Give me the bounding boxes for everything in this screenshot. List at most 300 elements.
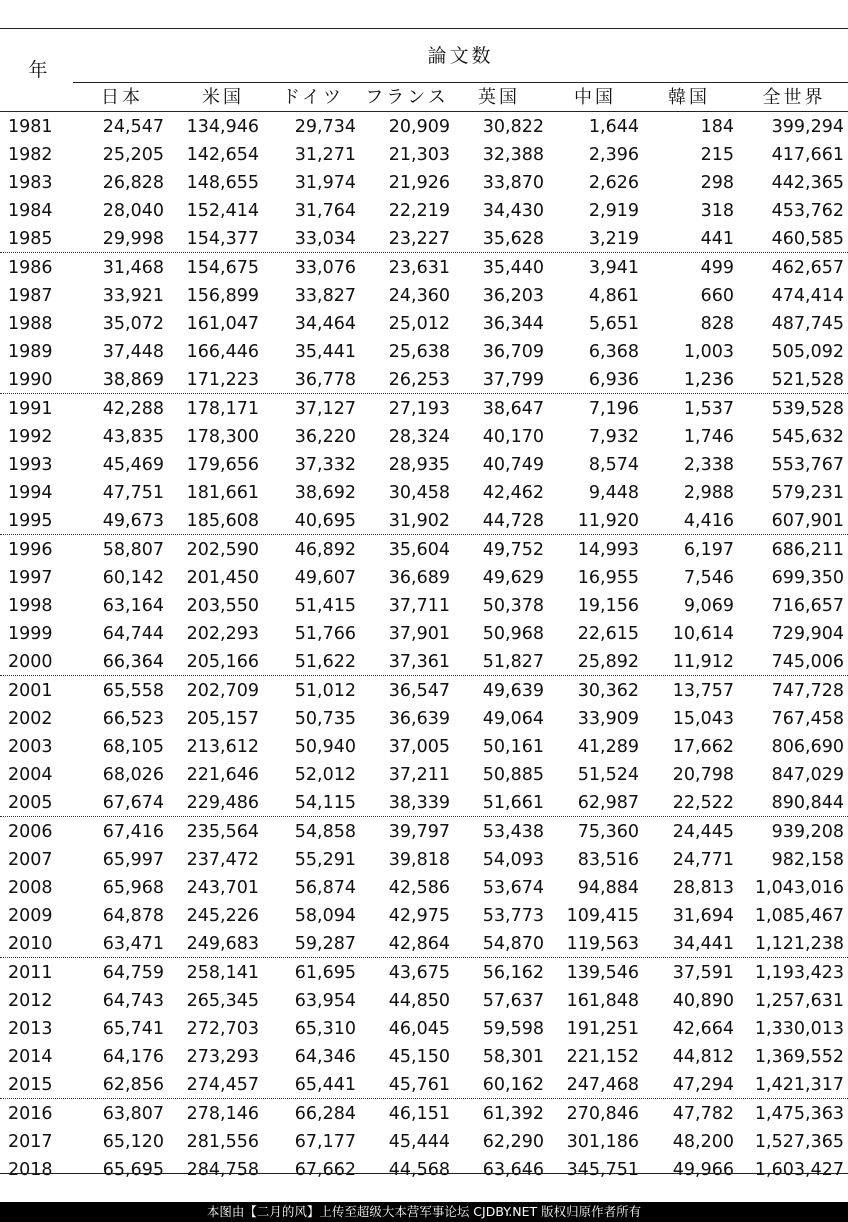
cell-germany: 54,858 [294,822,356,842]
cell-germany: 33,827 [294,286,356,306]
cell-year: 2007 [8,850,53,870]
cell-world: 1,085,467 [754,906,844,926]
table-row [0,874,848,902]
cell-korea: 1,537 [683,399,734,419]
table-body [0,113,848,1184]
cell-uk: 49,064 [482,709,544,729]
cell-usa: 171,223 [186,370,259,390]
cell-japan: 66,364 [102,652,164,672]
cell-china: 247,468 [566,1075,639,1095]
cell-usa: 273,293 [186,1047,259,1067]
cell-korea: 17,662 [672,737,734,757]
cell-uk: 42,462 [482,483,544,503]
cell-france: 36,547 [388,681,450,701]
cell-year: 1984 [8,201,53,221]
cell-uk: 38,647 [482,399,544,419]
cell-year: 1983 [8,173,53,193]
table-row [0,733,848,761]
cell-france: 38,339 [388,793,450,813]
year-column-header: 年 [28,59,48,81]
cell-year: 1995 [8,511,53,531]
cell-germany: 36,778 [294,370,356,390]
cell-world: 474,414 [771,286,844,306]
cell-japan: 31,468 [102,258,164,278]
table-top-rule [0,28,848,29]
cell-usa: 281,556 [186,1132,259,1152]
cell-japan: 29,998 [102,229,164,249]
cell-usa: 178,300 [186,427,259,447]
cell-france: 31,902 [388,511,450,531]
table-row [0,902,848,930]
cell-uk: 61,392 [482,1104,544,1124]
cell-france: 45,761 [388,1075,450,1095]
cell-china: 51,524 [577,765,639,785]
cell-japan: 65,741 [102,1019,164,1039]
cell-japan: 64,759 [102,963,164,983]
cell-usa: 237,472 [186,850,259,870]
table-row [0,423,848,451]
cell-germany: 35,441 [294,342,356,362]
cell-world: 939,208 [771,822,844,842]
cell-korea: 31,694 [672,906,734,926]
cell-france: 37,005 [388,737,450,757]
cell-germany: 38,692 [294,483,356,503]
cell-france: 30,458 [388,483,450,503]
cell-china: 345,751 [566,1160,639,1180]
cell-world: 767,458 [771,709,844,729]
cell-uk: 62,290 [482,1132,544,1152]
cell-germany: 51,415 [294,596,356,616]
table-row [0,479,848,507]
table-row [0,1156,848,1184]
cell-usa: 245,226 [186,906,259,926]
cell-year: 1982 [8,145,53,165]
cell-year: 2010 [8,934,53,954]
cell-year: 1999 [8,624,53,644]
cell-usa: 154,377 [186,229,259,249]
cell-uk: 35,628 [482,229,544,249]
cell-world: 417,661 [771,145,844,165]
cell-world: 453,762 [771,201,844,221]
cell-uk: 59,598 [482,1019,544,1039]
group-header-rule [73,82,848,83]
cell-year: 2009 [8,906,53,926]
table-row [0,648,848,676]
cell-korea: 184 [700,117,734,137]
cell-usa: 202,293 [186,624,259,644]
table-row [0,197,848,225]
cell-france: 23,227 [388,229,450,249]
cell-korea: 22,522 [672,793,734,813]
cell-japan: 63,471 [102,934,164,954]
table-row [0,677,848,705]
cell-japan: 24,547 [102,117,164,137]
table-row [0,395,848,423]
cell-france: 44,850 [388,991,450,1011]
cell-world: 1,527,365 [754,1132,844,1152]
cell-world: 716,657 [771,596,844,616]
cell-world: 579,231 [771,483,844,503]
cell-world: 539,528 [771,399,844,419]
cell-usa: 265,345 [186,991,259,1011]
cell-world: 686,211 [771,540,844,560]
cell-usa: 205,157 [186,709,259,729]
cell-year: 2017 [8,1132,53,1152]
cell-china: 62,987 [577,793,639,813]
cell-usa: 235,564 [186,822,259,842]
cell-japan: 64,744 [102,624,164,644]
cell-japan: 33,921 [102,286,164,306]
cell-usa: 179,656 [186,455,259,475]
cell-japan: 64,743 [102,991,164,1011]
cell-year: 1993 [8,455,53,475]
column-header-germany: ドイツ [281,87,345,108]
cell-china: 75,360 [577,822,639,842]
cell-world: 399,294 [771,117,844,137]
table-row [0,1015,848,1043]
column-header-uk: 英国 [478,87,520,108]
cell-france: 42,975 [388,906,450,926]
cell-germany: 50,940 [294,737,356,757]
cell-germany: 49,607 [294,568,356,588]
cell-korea: 40,890 [672,991,734,1011]
cell-france: 39,818 [388,850,450,870]
cell-world: 505,092 [771,342,844,362]
cell-germany: 51,012 [294,681,356,701]
cell-uk: 37,799 [482,370,544,390]
cell-germany: 37,127 [294,399,356,419]
cell-world: 847,029 [771,765,844,785]
cell-world: 806,690 [771,737,844,757]
cell-germany: 37,332 [294,455,356,475]
cell-usa: 202,709 [186,681,259,701]
cell-korea: 7,546 [683,568,734,588]
cell-world: 1,369,552 [754,1047,844,1067]
cell-year: 2003 [8,737,53,757]
cell-china: 1,644 [588,117,639,137]
cell-uk: 53,674 [482,878,544,898]
cell-usa: 202,590 [186,540,259,560]
cell-year: 1994 [8,483,53,503]
cell-world: 442,365 [771,173,844,193]
cell-world: 729,904 [771,624,844,644]
cell-year: 1992 [8,427,53,447]
cell-korea: 47,294 [672,1075,734,1095]
cell-china: 3,219 [588,229,639,249]
cell-usa: 156,899 [186,286,259,306]
cell-world: 545,632 [771,427,844,447]
cell-world: 1,043,016 [754,878,844,898]
cell-france: 44,568 [388,1160,450,1180]
cell-korea: 15,043 [672,709,734,729]
table-row [0,1071,848,1099]
cell-uk: 44,728 [482,511,544,531]
cell-france: 28,935 [388,455,450,475]
cell-korea: 298 [700,173,734,193]
cell-japan: 28,040 [102,201,164,221]
cell-usa: 134,946 [186,117,259,137]
cell-japan: 25,205 [102,145,164,165]
header-bottom-rule [0,111,848,112]
cell-china: 9,448 [588,483,639,503]
cell-uk: 49,629 [482,568,544,588]
cell-france: 37,361 [388,652,450,672]
cell-uk: 50,968 [482,624,544,644]
table-row [0,1100,848,1128]
table-row [0,113,848,141]
cell-usa: 203,550 [186,596,259,616]
cell-korea: 2,338 [683,455,734,475]
cell-germany: 56,874 [294,878,356,898]
cell-world: 1,603,427 [754,1160,844,1180]
cell-korea: 42,664 [672,1019,734,1039]
cell-usa: 154,675 [186,258,259,278]
cell-uk: 34,430 [482,201,544,221]
table-row [0,282,848,310]
cell-germany: 40,695 [294,511,356,531]
cell-korea: 44,812 [672,1047,734,1067]
cell-china: 22,615 [577,624,639,644]
cell-japan: 67,674 [102,793,164,813]
cell-uk: 36,709 [482,342,544,362]
cell-france: 46,045 [388,1019,450,1039]
cell-uk: 54,870 [482,934,544,954]
cell-germany: 58,094 [294,906,356,926]
cell-france: 24,360 [388,286,450,306]
cell-year: 2013 [8,1019,53,1039]
cell-france: 25,012 [388,314,450,334]
cell-france: 42,864 [388,934,450,954]
cell-china: 30,362 [577,681,639,701]
cell-china: 5,651 [588,314,639,334]
cell-japan: 60,142 [102,568,164,588]
table-row [0,366,848,394]
cell-year: 1989 [8,342,53,362]
cell-korea: 4,416 [683,511,734,531]
cell-germany: 33,076 [294,258,356,278]
cell-year: 1988 [8,314,53,334]
cell-world: 1,330,013 [754,1019,844,1039]
cell-germany: 65,441 [294,1075,356,1095]
cell-usa: 278,146 [186,1104,259,1124]
cell-china: 14,993 [577,540,639,560]
cell-france: 23,631 [388,258,450,278]
table-row [0,930,848,958]
footer-credit: 本图由【二月的风】上传至超级大本营军事论坛 CJDBY.NET 版权归原作者所有 [0,1202,848,1222]
cell-uk: 58,301 [482,1047,544,1067]
cell-year: 2004 [8,765,53,785]
cell-france: 36,639 [388,709,450,729]
table-bottom-rule [0,1173,848,1174]
cell-korea: 20,798 [672,765,734,785]
cell-china: 2,626 [588,173,639,193]
cell-year: 2000 [8,652,53,672]
cell-france: 25,638 [388,342,450,362]
cell-usa: 166,446 [186,342,259,362]
cell-france: 46,151 [388,1104,450,1124]
cell-korea: 9,069 [683,596,734,616]
cell-china: 25,892 [577,652,639,672]
cell-uk: 40,749 [482,455,544,475]
cell-korea: 24,771 [672,850,734,870]
cell-uk: 30,822 [482,117,544,137]
cell-france: 21,926 [388,173,450,193]
cell-china: 191,251 [566,1019,639,1039]
cell-germany: 51,622 [294,652,356,672]
cell-uk: 50,378 [482,596,544,616]
cell-korea: 660 [700,286,734,306]
cell-china: 3,941 [588,258,639,278]
cell-germany: 31,764 [294,201,356,221]
cell-korea: 11,912 [672,652,734,672]
cell-usa: 161,047 [186,314,259,334]
cell-uk: 33,870 [482,173,544,193]
cell-world: 553,767 [771,455,844,475]
cell-uk: 57,637 [482,991,544,1011]
cell-japan: 62,856 [102,1075,164,1095]
table-row [0,169,848,197]
cell-year: 1986 [8,258,53,278]
cell-year: 2005 [8,793,53,813]
cell-france: 36,689 [388,568,450,588]
table-row [0,536,848,564]
cell-japan: 42,288 [102,399,164,419]
cell-china: 8,574 [588,455,639,475]
cell-world: 1,193,423 [754,963,844,983]
cell-korea: 10,614 [672,624,734,644]
cell-korea: 318 [700,201,734,221]
cell-japan: 43,835 [102,427,164,447]
cell-world: 521,528 [771,370,844,390]
cell-china: 7,196 [588,399,639,419]
cell-germany: 50,735 [294,709,356,729]
cell-year: 2008 [8,878,53,898]
cell-uk: 60,162 [482,1075,544,1095]
cell-germany: 33,034 [294,229,356,249]
cell-france: 21,303 [388,145,450,165]
cell-japan: 65,695 [102,1160,164,1180]
cell-france: 39,797 [388,822,450,842]
cell-japan: 26,828 [102,173,164,193]
table-row [0,1128,848,1156]
cell-germany: 67,662 [294,1160,356,1180]
column-header-china: 中国 [574,87,616,108]
cell-korea: 499 [700,258,734,278]
cell-korea: 47,782 [672,1104,734,1124]
cell-usa: 213,612 [186,737,259,757]
cell-world: 460,585 [771,229,844,249]
cell-china: 6,368 [588,342,639,362]
table-row [0,592,848,620]
cell-france: 37,711 [388,596,450,616]
cell-japan: 65,120 [102,1132,164,1152]
cell-germany: 31,974 [294,173,356,193]
cell-china: 139,546 [566,963,639,983]
table-row [0,225,848,253]
cell-korea: 28,813 [672,878,734,898]
table-row [0,789,848,817]
cell-china: 109,415 [566,906,639,926]
cell-year: 1985 [8,229,53,249]
cell-france: 27,193 [388,399,450,419]
cell-japan: 66,523 [102,709,164,729]
cell-france: 45,150 [388,1047,450,1067]
cell-usa: 284,758 [186,1160,259,1180]
cell-korea: 2,988 [683,483,734,503]
cell-usa: 274,457 [186,1075,259,1095]
cell-korea: 215 [700,145,734,165]
cell-world: 607,901 [771,511,844,531]
cell-japan: 64,176 [102,1047,164,1067]
column-header-korea: 韓国 [668,87,710,108]
cell-usa: 272,703 [186,1019,259,1039]
cell-uk: 49,752 [482,540,544,560]
cell-uk: 51,827 [482,652,544,672]
cell-china: 4,861 [588,286,639,306]
cell-world: 890,844 [771,793,844,813]
cell-year: 1998 [8,596,53,616]
cell-usa: 258,141 [186,963,259,983]
cell-year: 2011 [8,963,53,983]
cell-japan: 45,469 [102,455,164,475]
cell-world: 699,350 [771,568,844,588]
table-row [0,564,848,592]
cell-usa: 185,608 [186,511,259,531]
cell-china: 19,156 [577,596,639,616]
cell-world: 1,421,317 [754,1075,844,1095]
cell-korea: 441 [700,229,734,249]
cell-world: 1,257,631 [754,991,844,1011]
cell-korea: 13,757 [672,681,734,701]
cell-china: 2,396 [588,145,639,165]
cell-year: 1996 [8,540,53,560]
cell-year: 2018 [8,1160,53,1180]
cell-uk: 49,639 [482,681,544,701]
cell-usa: 229,486 [186,793,259,813]
cell-year: 2015 [8,1075,53,1095]
table-row [0,254,848,282]
cell-korea: 1,236 [683,370,734,390]
cell-uk: 54,093 [482,850,544,870]
cell-uk: 35,440 [482,258,544,278]
cell-japan: 65,997 [102,850,164,870]
cell-usa: 201,450 [186,568,259,588]
cell-uk: 63,646 [482,1160,544,1180]
cell-japan: 67,416 [102,822,164,842]
paper-count-group-header: 論文数 [427,45,494,67]
cell-korea: 1,003 [683,342,734,362]
table-row [0,959,848,987]
cell-france: 37,901 [388,624,450,644]
cell-world: 1,475,363 [754,1104,844,1124]
cell-france: 45,444 [388,1132,450,1152]
table-row [0,141,848,169]
cell-germany: 55,291 [294,850,356,870]
table-row [0,818,848,846]
table-row [0,846,848,874]
cell-china: 94,884 [577,878,639,898]
cell-china: 16,955 [577,568,639,588]
cell-year: 1997 [8,568,53,588]
cell-world: 982,158 [771,850,844,870]
cell-germany: 65,310 [294,1019,356,1039]
cell-france: 26,253 [388,370,450,390]
cell-year: 1991 [8,399,53,419]
cell-uk: 40,170 [482,427,544,447]
cell-china: 221,152 [566,1047,639,1067]
cell-germany: 52,012 [294,765,356,785]
column-header-france: フランス [365,87,449,108]
